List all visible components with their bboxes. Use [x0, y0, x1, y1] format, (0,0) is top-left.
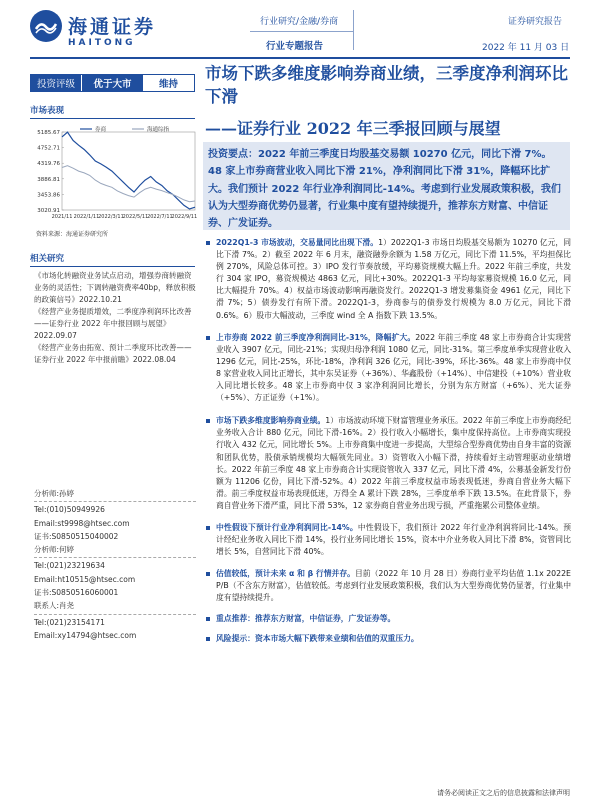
- analyst-name: 联系人:肖尧: [34, 601, 75, 611]
- analyst-tel: Tel:(021)23219634: [34, 561, 105, 571]
- y-tick-label: 4752.71: [37, 145, 60, 152]
- x-tick-label: 2021/11: [51, 214, 73, 220]
- related-section-title: 相关研究: [30, 254, 65, 264]
- analyst-tel: Tel:(010)50949926: [34, 505, 105, 515]
- analyst-name: 分析师:何婷: [34, 545, 75, 555]
- bullet-paragraph: [203, 415, 571, 512]
- analyst-cert: 证书:S0850515040002: [34, 531, 119, 541]
- bullet-lead: 估值较低，预计未来 α 和 β 行情并存。: [216, 569, 355, 579]
- y-tick-label: 3886.81: [37, 176, 60, 183]
- bullet-paragraph: [203, 568, 571, 604]
- analyst-name: 分析师:孙婷: [34, 489, 75, 498]
- market-chart: [30, 126, 200, 226]
- category-divider: [250, 31, 353, 32]
- x-tick-label: 2022/7/11: [147, 214, 173, 220]
- x-tick-label: 2022/5/11: [122, 214, 149, 220]
- disclaimer-footer: 请务必阅读正文之后的信息披露和法律声明: [437, 789, 570, 797]
- bullet-paragraph: [203, 332, 571, 405]
- haitong-logo-icon: [30, 10, 62, 42]
- bullet-body: 1）2022Q1-3 市场日均股基交易额为 10270 亿元，同比下滑 7%。2）截至 2022 年 6 月末，融资融券余额为 1.58 万亿元，同比下滑 11.5%，平均担保比例 270%，风险总体可控。3）IPO 发行节奏放缓，平均募资规模大幅上升。2022 年前三季度，共发行 304 家 IPO，募资规模达 4863 亿元，同比+30%。2022Q1-3 平均每家募资规模 16.0 亿元，同比大幅提升 70%。4）权益市场波动影响再融资发行。2022Q1-3 增发募集资金 4961 亿元，同比下滑 7%；5）债券发行有所下滑。2022Q1-3，券商参与的债券发行规模为 8.0 万亿元，同比下滑 0.6%。6）股市大幅波动，三季度 wind 全 A 指数下跌 13.5%。: [216, 238, 571, 320]
- analyst-divider: [34, 501, 196, 502]
- analyst-email[interactable]: Email:xy14794@htsec.com: [34, 630, 137, 640]
- bullet-paragraph: [203, 633, 571, 645]
- analyst-contacts: [34, 487, 196, 642]
- report-type: 证券研究报告: [508, 17, 563, 27]
- rating-change: 维持: [158, 79, 178, 90]
- y-tick-label: 4319.76: [37, 161, 60, 168]
- legend-label: 券商: [95, 127, 107, 133]
- x-tick-label: 2022/3/11: [98, 214, 124, 220]
- chart-source: 资料来源：海通证券研究所: [36, 231, 109, 238]
- report-date: 2022 年 11 月 03 日: [482, 43, 570, 53]
- report-title: 市场下跌多维度影响券商业绩，三季度净利润环比下滑: [205, 64, 568, 106]
- bullet-lead: 风险提示：资本市场大幅下跌带来业绩和估值的双重压力。: [216, 633, 419, 643]
- bullet-body: 中性假设下，我们预计 2022 年行业净利润将同比-14%。预计经纪业务收入同比下滑 14%，投行业务同比增长 15%，资本中介业务收入同比下滑 8%，资管同比增长 5%，自营同比下滑 40%。: [216, 522, 571, 557]
- report-category: 行业研究/金融/券商: [260, 17, 339, 27]
- bullet-lead: 2022Q1-3 市场波动，交易量同比出现下滑。: [216, 238, 379, 247]
- bullet-paragraph: [203, 237, 571, 322]
- related-item[interactable]: 《经营产业务提质增效，二季度净利润环比改善——证券行业 2022 年中报回顾与展望》2022.09.07: [34, 307, 192, 340]
- chart-frame: [62, 132, 195, 210]
- y-tick-label: 3020.91: [37, 208, 60, 214]
- bullet-body: 1）市场波动环境下财富管理业务承压。2022 年前三季度上市券商经纪业务收入合计 880 亿元，同比下滑-16%。2）投行收入小幅增长，集中度保持高位。上市券商实现投行收入 432 亿元，同比增长 5%。上市券商集中度进一步提高，大型综合型券商优势由自身丰富的资源和团队优势，股债承销规模均大幅领先同业。3）资管收入小幅下滑，持续看好主动管理驱动业绩增长。2022 年前三季度 48 家上市券商合计实现资管收入 337 亿元，同比下滑 4%，公募基金新发行份额为 11206 亿份，同比下滑-52%。4）2022 年前三季度权益市场表现低迷，券商自营业务大幅下滑。前三季度权益市场表现低迷，万得全 A 累计下跌 28%，三季度单季下跌 13.5%。在此背景下，券商自营业务下滑严重，同比下滑 53%，12 家券商自营业务出现亏损，严重拖累公司整体业绩。: [216, 416, 572, 510]
- y-tick-label: 5185.67: [37, 130, 60, 136]
- related-item[interactable]: 《经营产业务由拓宽、预计二季度环比改善——证券行业 2022 年中报前瞻》2022.08.04: [34, 343, 192, 364]
- related-list: [34, 270, 196, 366]
- x-tick-label: 2022/1/11: [73, 214, 100, 220]
- header-rule: [30, 57, 570, 59]
- analyst-email[interactable]: Email:st9998@htsec.com: [34, 518, 130, 528]
- investment-rating: [30, 74, 195, 92]
- rating-value: 优于大市: [81, 75, 143, 91]
- series-line: [62, 132, 195, 209]
- header-vertical-divider: [353, 10, 354, 50]
- legend-label: 海通综指: [147, 127, 170, 133]
- bullet-paragraph: [203, 522, 571, 558]
- analyst-tel: Tel:(021)23154171: [34, 617, 105, 627]
- report-subtitle: ——证券行业 2022 年三季报回顾与展望: [205, 119, 501, 138]
- y-tick-label: 3453.86: [37, 192, 60, 199]
- analyst-email[interactable]: Email:ht10515@htsec.com: [34, 574, 136, 584]
- rating-label: 投资评级: [31, 75, 81, 91]
- report-body: [203, 235, 571, 645]
- bullet-lead: 中性假设下预计行业净利润同比-14%。: [216, 522, 358, 532]
- x-tick-label: 2022/9/11: [171, 214, 198, 220]
- analyst-divider: [34, 557, 196, 558]
- market-section-title: 市场表现: [30, 106, 65, 116]
- logo-name-en: HAITONG: [68, 38, 136, 48]
- analyst-divider: [34, 614, 196, 615]
- bullet-paragraph: [203, 613, 571, 625]
- bullet-lead: 上市券商 2022 前三季度净利润同比-31%，降幅扩大。: [216, 332, 416, 342]
- analyst-cert: 证书:S0850516060001: [34, 588, 119, 598]
- market-chart-svg: [30, 126, 200, 226]
- bullet-lead: 重点推荐：推荐东方财富，中信证券，广发证券等。: [216, 613, 396, 623]
- bullet-body: 2022 年前三季度 48 家上市券商合计实现营业收入 3907 亿元，同比-21%；实现归母净利润 1080 亿元，同比-31%。第三季度单季实现营业收入 1296 亿元，同比-25%，环比-18%，净利润 326 亿元，同比-39%，环比-36%。48 家上市券商中仅 8 家营业收入同比正增长，其中东吴证券（+36%）、华鑫股份（+14%）、中信建投（+10%）营业收入同比增长较多。48 家上市券商中仅 3 家净利润同比增长，分别为东方财富（+6%）、光大证券（+5%）、方正证券（+1%）。: [216, 332, 572, 403]
- investment-highlights: 投资要点：2022 年前三季度日均股基交易额 10270 亿元，同比下滑 7%。48 家上市券商营业收入同比下滑 21%，净利润同比下滑 31%，降幅环比扩大。我们预计 2022 年行业净利润同比-14%。考虑到行业发展政策积极，我们认为大型券商优势仍显著，行业集中度有望持续提升，推荐东方财富、中信证券、广发证券。: [203, 142, 570, 230]
- logo-name-cn: 海通证券: [68, 16, 157, 38]
- bullet-body: 目前（2022 年 10 月 28 日）券商行业平均估值 1.1x 2022E P/B（不含东方财富），估值较低。考虑到行业发展政策积极，我们认为大型券商优势仍显著，行业集中度有望持续提升。: [216, 569, 571, 603]
- related-item[interactable]: 《市场化转融资业务试点启动，增强券商转融资业务的灵活性；下调转融资费率40bp，释放积极的政策信号》2022.10.21: [34, 271, 196, 304]
- report-subcategory: 行业专题报告: [266, 41, 324, 52]
- bullet-lead: 市场下跌多维度影响券商业绩。: [216, 416, 326, 426]
- report-header: [0, 0, 600, 58]
